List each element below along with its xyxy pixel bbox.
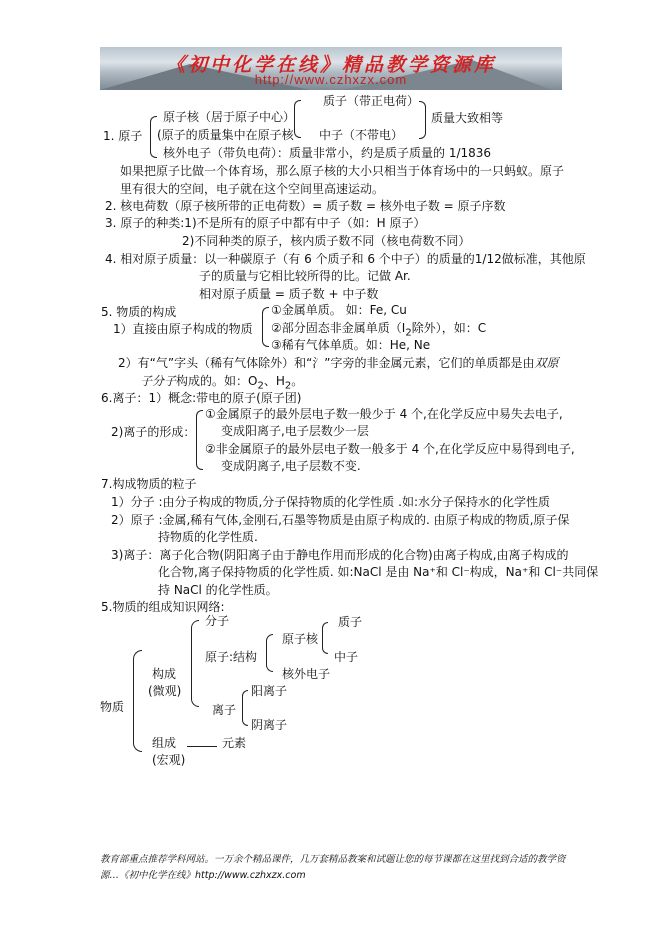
node-constitute: 构成 [152,667,177,681]
brace [150,116,157,158]
noble-gas-text: ③稀有气体单质。如：He, Ne [271,338,431,352]
molecule-text: 1）分子 :由分子构成的物质,分子保持物质的化学性质 .如:水分子保持水的化学性质 [111,495,550,509]
brace [294,100,301,138]
diatomic-line-2: 子分子构成的。如：$O_2$、$H_2$。 [140,374,304,392]
connector-line [187,746,217,747]
nonmetal-text: ②部分固态非金属单质（$I_2$除外），如：C [271,321,487,339]
anion-formation-1: ②非金属原子的最外层电子数一般多于 4 个,在化学反应中易得到电子, [205,442,575,456]
brace [262,307,269,347]
node-cation: 阳离子 [251,684,288,698]
brace [191,620,199,707]
node-molecule: 分子 [205,614,230,628]
equal-mass-text: 质量大致相等 [431,111,504,125]
composition-title: 5. 物质的构成 [101,305,177,319]
node-proton: 质子 [338,615,363,629]
relative-mass-formula: 相对原子质量 = 质子数 + 中子数 [199,287,379,301]
electron-text: 核外电子（带负电荷）：质量非常小，约是质子质量的 1/1836 [163,146,492,160]
node-anion: 阴离子 [251,718,288,732]
cation-formation-1: ①金属原子的最外层电子数一般少于 4 个,在化学反应中易失去电子, [205,407,563,421]
nucleus-text: 原子核（居于原子中心） [163,110,296,124]
node-element: 元素 [222,736,247,750]
node-electron: 核外电子 [282,667,331,681]
node-micro: (微观) [148,684,182,698]
relative-mass-line-2: 子的质量与它相比较所得的比。记做 Ar. [199,269,411,283]
neutron-text: 中子（不带电） [319,128,404,142]
brace [133,650,142,752]
brace [322,622,328,654]
banner-url[interactable]: http://www.czhxzx.com [254,72,408,87]
metal-text: ①金属单质。 如：Fe, Cu [271,303,407,317]
brace [196,410,203,470]
banner-title: 《初中化学在线》精品教学资源库 [165,54,496,76]
node-neutron: 中子 [334,650,359,664]
ion-concept-text: 6.离子：1）概念:带电的原子(原子团) [101,391,302,405]
node-ion: 离子 [212,703,237,717]
node-nucleus: 原子核 [282,632,319,646]
atom-text-1: 2）原子 :金属,稀有气体,金刚石,石墨等物质是由原子构成的. 由原子构成的物质,原子保 [111,513,570,527]
analogy-line-2: 里有很大的空间，电子就在这个空间里高速运动。 [120,182,385,196]
relative-mass-line-1: 4. 相对原子质量：以一种碳原子（有 6 个质子和 6 个中子）的质量的1/12做标准，其他原 [105,252,586,266]
node-substance: 物质 [100,700,125,714]
ion-text-3: 持 NaCl 的化学性质。 [158,583,278,597]
anion-formation-2: 变成阴离子,电子层数不变. [221,459,361,473]
ion-formation-label: 2)离子的形成： [111,425,196,439]
brace [419,101,426,139]
cation-formation-2: 变成阳离子,电子层数少一层 [221,424,369,438]
particles-title: 7.构成物质的粒子 [101,477,197,491]
ion-text-1: 3)离子：离子化合物(阴阳离子由于静电作用而形成的化合物)由离子构成,由离子构成的 [111,548,569,562]
proton-text: 质子（带正电荷） [323,94,420,108]
atom-direct-text: 1）直接由原子构成的物质 [113,322,253,336]
footer-note: 教育部重点推荐学科网站。一万余个精品课件，几万套精品教案和试题让您的每节课都在这里找到合适的教学资源…《初中化学在线》http://www.czhxzx.com [100,854,566,881]
brace [266,634,273,672]
nuclear-charge-text: 2. 核电荷数（原子核所带的正电荷数）= 质子数 = 核外电子数 = 原子序数 [105,199,506,213]
header-banner [100,47,562,90]
atom-types-line-1: 3. 原子的种类:1)不是所有的原子中都有中子（如：H 原子） [105,216,426,230]
atom-types-line-2: 2)不同种类的原子，核内质子数不同（核电荷数不同） [182,234,471,248]
analogy-line-1: 如果把原子比做一个体育场，那么原子核的大小只相当于体育场中的一只蚂蚁。原子 [120,164,565,178]
node-compose: 组成 [152,736,177,750]
diatomic-line-1: 2）有“气”字头（稀有气体除外）和“氵”字旁的非金属元素，它们的单质都是由双原 [118,356,559,370]
atom-label: 1. 原子 [103,129,143,143]
atom-text-2: 持物质的化学性质. [158,530,258,544]
node-macro: (宏观) [152,753,186,767]
nucleus-mass-text: (原子的质量集中在原子核 [157,128,294,142]
network-title: 5.物质的组成知识网络: [101,600,225,614]
ion-text-2: 化合物,离子保持物质的化学性质. 如:NaCl 是由 Na⁺和 Cl⁻构成，Na⁺和 Cl⁻共同保 [158,565,599,579]
brace [242,690,248,726]
node-atom-structure: 原子:结构 [205,650,258,664]
